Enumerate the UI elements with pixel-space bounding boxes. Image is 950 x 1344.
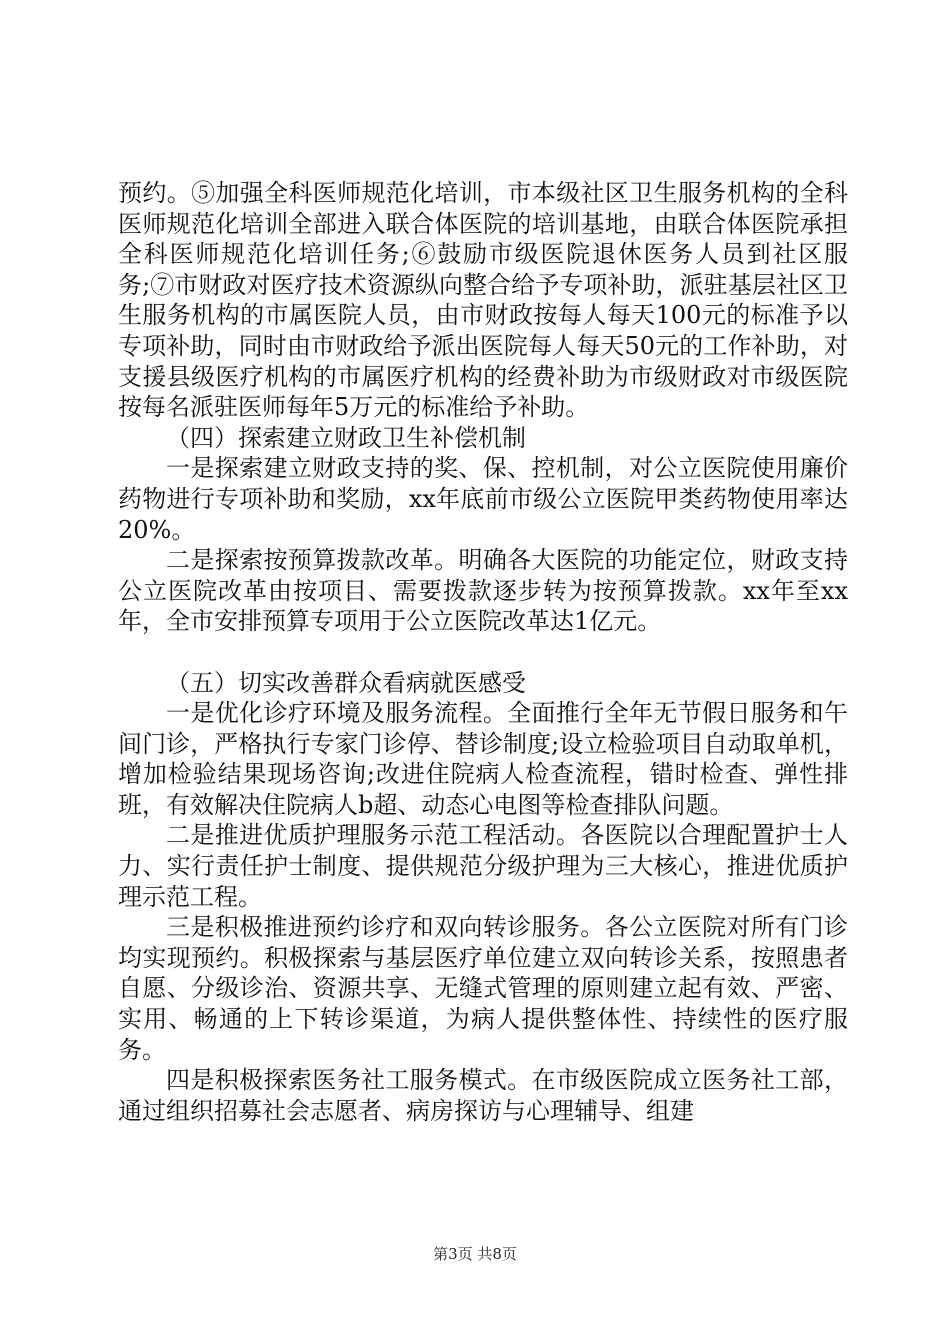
page-footer: 第3页 共8页 xyxy=(433,1245,517,1263)
paragraph-budget-reform: 二是探索按预算拨款改革。明确各大医院的功能定位，财政支持公立医院改革由按项目、需要拨款逐步转为按预算拨款。xx年至xx年，全市安排预算专项用于公立医院改革达1亿元。 xyxy=(118,546,848,636)
paragraph-spacer xyxy=(118,637,848,668)
document-body xyxy=(118,178,848,1126)
paragraph-nursing: 二是推进优质护理服务示范工程活动。各医院以合理配置护士人力、实行责任护士制度、提供规范分级护理为三大核心，推进优质护理示范工程。 xyxy=(118,821,848,911)
paragraph-social-work: 四是积极探索医务社工服务模式。在市级医院成立医务社工部，通过组织招募社会志愿者、病房探访与心理辅导、组建 xyxy=(118,1066,848,1125)
paragraph-referral: 三是积极推进预约诊疗和双向转诊服务。各公立医院对所有门诊均实现预约。积极探索与基层医疗单位建立双向转诊关系，按照患者自愿、分级诊治、资源共享、无缝式管理的原则建立起有效、严密、实用、畅通的上下转诊渠道，为病人提供整体性、持续性的医疗服务。 xyxy=(118,913,848,1064)
paragraph-fiscal-incentive: 一是探索建立财政支持的奖、保、控机制，对公立医院使用廉价药物进行专项补助和奖励，xx年底前市级公立医院甲类药物使用率达20%。 xyxy=(118,454,848,544)
section-heading-four: （四）探索建立财政卫生补偿机制 xyxy=(166,423,526,452)
paragraph-service-flow: 一是优化诊疗环境及服务流程。全面推行全年无节假日服务和午间门诊，严格执行专家门诊停、替诊制度;设立检验项目自动取单机，增加检验结果现场咨询;改进住院病人检查流程，错时检查、弹性排班，有效解决住院病人b超、动态心电图等检查排队问题。 xyxy=(118,699,848,819)
section-heading-five: （五）切实改善群众看病就医感受 xyxy=(166,668,526,697)
paragraph-continuation: 预约。⑤加强全科医师规范化培训，市本级社区卫生服务机构的全科医师规范化培训全部进入联合体医院的培训基地，由联合体医院承担全科医师规范化培训任务;⑥鼓励市级医院退休医务人员到社区服务;⑦市财政对医疗技术资源纵向整合给予专项补助，派驻基层社区卫生服务机构的市属医院人员，由市财政按每人每天100元的标准予以专项补助，同时由市财政给予派出医院每人每天50元的工作补助，对支援县级医疗机构的市属医疗机构的经费补助为市级财政对市级医院按每名派驻医师每年5万元的标准给予补助。 xyxy=(118,179,848,422)
